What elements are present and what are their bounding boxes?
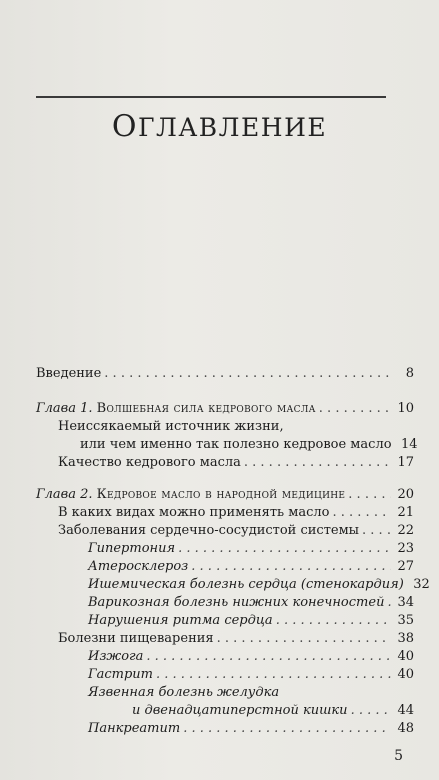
- chapter-label: Глава 1.: [36, 401, 93, 416]
- toc-entry: [36, 631, 414, 647]
- toc-entry-title: Ишемическая болезнь сердца (стенокардия): [88, 577, 404, 592]
- chapter-title: Кедровое масло в народной медицине: [96, 487, 346, 502]
- header-rule: [36, 96, 386, 98]
- toc-entry-title: или чем именно так полезно кедровое масло: [80, 437, 392, 452]
- toc-entry-title: и двенадцатиперстной кишки: [132, 703, 348, 718]
- toc-entry-introduction: [36, 366, 414, 382]
- page-title: [0, 109, 439, 144]
- toc-subentry: [36, 559, 414, 575]
- toc-entry-title: Гипертония: [88, 541, 176, 556]
- toc-entry: [36, 523, 414, 539]
- toc-subentry: [36, 649, 414, 665]
- toc-entry-title: В каких видах можно применять масло: [58, 505, 330, 520]
- toc-entry-page: 34: [397, 595, 414, 610]
- chapter-label: Глава 2.: [36, 487, 93, 502]
- toc-entry-page: 35: [397, 613, 414, 628]
- toc-subentry: [36, 667, 414, 683]
- toc-entry-page: 21: [397, 505, 414, 520]
- toc-entry-page: 10: [397, 401, 414, 416]
- toc-entry-page: 44: [397, 703, 414, 718]
- toc-entry: [36, 505, 414, 521]
- toc-entry-title: Неиссякаемый источник жизни,: [58, 419, 284, 434]
- toc-entry-title: Нарушения ритма сердца: [88, 613, 273, 628]
- toc-subentry: [36, 703, 414, 719]
- toc-subentry: [36, 721, 414, 737]
- page-number: 5: [394, 748, 403, 764]
- toc-entry-title: Качество кедрового масла: [58, 455, 241, 470]
- toc-entry-page: 38: [397, 631, 414, 646]
- toc-entry-title: Заболевания сердечно-сосудистой системы: [58, 523, 360, 538]
- toc-entry-page: 22: [397, 523, 414, 538]
- toc-entry-title: Панкреатит: [88, 721, 181, 736]
- toc-entry-page: 40: [397, 649, 414, 664]
- toc-entry: [36, 437, 418, 453]
- toc-entry-page: 23: [397, 541, 414, 556]
- toc-entry-title: Язвенная болезнь желудка: [88, 685, 280, 700]
- toc-entry-page: 14: [401, 437, 418, 452]
- toc-entry-page: 48: [397, 721, 414, 736]
- toc-entry-page: 17: [397, 455, 414, 470]
- toc-entry-page: 40: [397, 667, 414, 682]
- toc-entry-title: Гастрит: [88, 667, 153, 682]
- toc-subentry: [36, 595, 414, 611]
- toc-entry-title: Атеросклероз: [88, 559, 189, 574]
- toc-entry-title: Болезни пищеварения: [58, 631, 214, 646]
- toc-chapter-1: [36, 401, 414, 417]
- toc-subentry: [36, 577, 430, 593]
- toc-entry-title: Введение: [36, 366, 102, 381]
- toc-subentry: [36, 613, 414, 629]
- toc-chapter-2: [36, 487, 414, 503]
- chapter-title: Волшебная сила кедрового масла: [96, 401, 316, 416]
- toc-entry-title: Изжога: [88, 649, 144, 664]
- title-text: ОГЛАВЛЕНИЕ: [111, 109, 328, 144]
- toc-entry: [36, 455, 414, 471]
- toc-entry-page: 32: [413, 577, 430, 592]
- toc-entry: [36, 419, 414, 435]
- toc-entry-page: 20: [397, 487, 414, 502]
- toc-entry-page: 27: [397, 559, 414, 574]
- toc-subentry: [36, 541, 414, 557]
- toc-entry-page: 8: [405, 366, 414, 381]
- toc-subentry: [36, 685, 414, 701]
- toc-entry-title: Варикозная болезнь нижних конечностей: [88, 595, 385, 610]
